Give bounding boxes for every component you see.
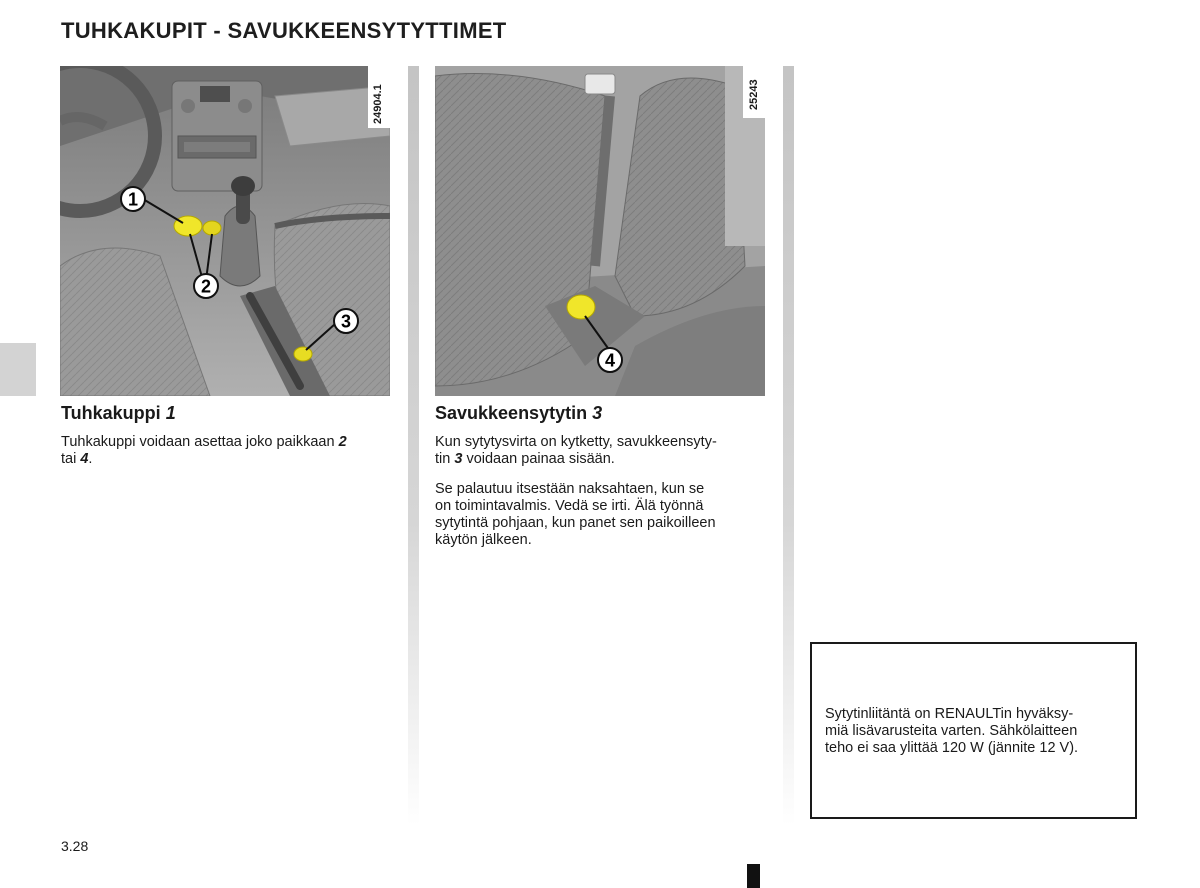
car-interior-illustration [60,66,390,396]
page-edge-marker [747,864,760,888]
note-line: miä lisävarusteita varten. Sähkölaitteen [825,723,1078,739]
callout-3-label: 3 [340,311,352,332]
lighter-text-1 [435,434,765,468]
text-line: Tuhkakuppi voidaan asettaa joko paikkaan 2 [61,434,347,450]
column-divider-left [408,66,419,826]
figure-code: 25243 [748,79,760,110]
chapter-tab [0,343,36,396]
callout-2-label: 2 [200,276,212,297]
text-line: sytytintä pohjaan, kun panet sen paikoilleen [435,515,716,531]
callout-4-label: 4 [604,350,616,371]
page-title: TUHKAKUPIT - SAVUKKEENSYTYTTIMET [61,18,507,43]
note-box [810,642,1137,819]
figure-ashtray-locations [60,66,390,396]
rear-seat-illustration [435,66,765,396]
figure-code: 24904.1 [372,84,384,124]
figure-cigarette-lighter [435,66,765,396]
ashtray-text [61,434,391,468]
text-line: tai 4. [61,451,93,467]
lighter-text-2 [435,481,765,549]
column-divider-right [783,66,794,826]
text-line: käytön jälkeen. [435,532,532,548]
callout-1-label: 1 [127,189,139,210]
section-heading-ashtray: Tuhkakuppi 1 [61,403,176,423]
page-number: 3.28 [61,838,89,854]
text-line: on toimintavalmis. Vedä se irti. Älä työnnä [435,498,704,514]
text-line: tin 3 voidaan painaa sisään. [435,451,615,467]
note-line: teho ei saa ylittää 120 W (jännite 12 V). [825,740,1079,756]
section-heading-lighter: Savukkeensytytin 3 [435,403,603,423]
text-line: Kun sytytysvirta on kytketty, savukkeensyty- [435,434,717,450]
note-text [825,706,1127,757]
note-line: Sytytinliitäntä on RENAULTin hyväksy- [825,706,1074,722]
text-line: Se palautuu itsestään naksahtaen, kun se [435,481,705,497]
